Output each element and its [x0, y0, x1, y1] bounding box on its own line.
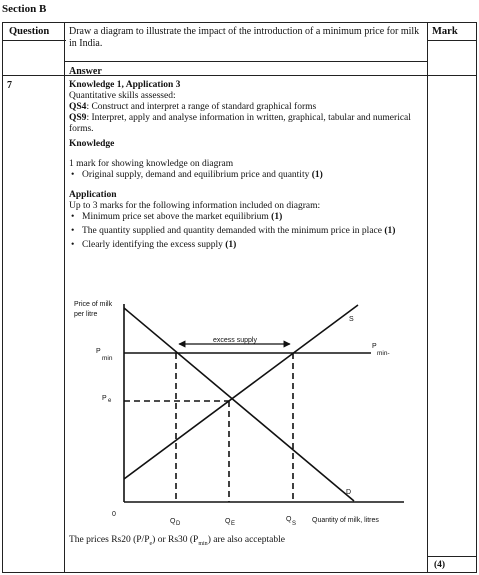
application-intro: Up to 3 marks for the following information included on diagram:	[69, 201, 321, 211]
table-column-divider	[64, 22, 65, 573]
answer-content	[69, 80, 424, 251]
application-bullet	[69, 212, 424, 223]
footnote-subscript: e	[149, 540, 153, 547]
qs-label: Q	[286, 516, 292, 523]
qs4-code: QS4	[69, 102, 87, 112]
qd-label: D	[176, 521, 181, 527]
supply-curve	[124, 305, 358, 479]
footnote-text: ) are also acceptable	[207, 535, 285, 545]
knowledge-bullet-mark: (1)	[311, 170, 323, 180]
qs4-text: : Construct and interpret a range of standard graphical forms	[86, 102, 317, 112]
mark-value: (4)	[434, 560, 446, 570]
pe-label: P	[102, 395, 107, 402]
minimum-price-diagram	[66, 296, 411, 534]
knowledge-heading: Knowledge	[69, 139, 115, 149]
section-title: Section B	[2, 3, 47, 15]
application-bullet	[69, 226, 424, 237]
knowledge-bullet-text: Original supply, demand and equilibrium price and quantity	[82, 170, 310, 180]
knowledge-bullet	[69, 170, 424, 181]
qs-label: S	[292, 521, 297, 527]
footnote-text: ) or Rs30 (P	[152, 535, 199, 545]
qe-label: E	[231, 521, 236, 527]
qd-label: Q	[170, 518, 176, 525]
application-bullet	[69, 240, 424, 251]
pe-label: e	[108, 398, 112, 404]
x-axis-label: Quantity of milk, litres	[312, 517, 379, 524]
question-text: Draw a diagram to illustrate the impact of the introduction of a minimum price for milk in India.	[69, 26, 420, 49]
p-min-right-label: min-	[377, 350, 390, 357]
answer-heading: Answer	[69, 66, 102, 77]
application-bullet-text: Minimum price set above the market equilibrium	[82, 212, 269, 222]
knowledge-list	[69, 170, 424, 181]
application-bullet-mark: (1)	[225, 240, 237, 250]
table-row-divider	[64, 61, 428, 62]
qs9-line	[69, 113, 424, 135]
table-row-divider	[427, 556, 477, 557]
application-bullet-mark: (1)	[271, 212, 283, 222]
application-bullet-mark: (1)	[384, 226, 396, 236]
footnote	[69, 535, 285, 547]
application-bullet-text: The quantity supplied and quantity demanded with the minimum price in place	[82, 226, 382, 236]
qe-label: Q	[225, 518, 231, 525]
table-row-divider	[2, 40, 66, 41]
supply-label: S	[349, 316, 354, 323]
origin-label: 0	[112, 511, 116, 518]
footnote-text: The prices Rs20 (P/P	[69, 535, 150, 545]
table-row-divider	[427, 40, 477, 41]
qs9-code: QS9	[69, 113, 87, 123]
footnote-subscript: min	[198, 540, 208, 547]
y-axis-label: per litre	[74, 311, 98, 318]
qs-assessed-label: Quantitative skills assessed:	[69, 91, 176, 101]
application-heading: Application	[69, 190, 117, 200]
p-min-right-label: P	[372, 343, 377, 350]
mark-header: Mark	[432, 26, 458, 37]
y-axis-label: Price of milk	[74, 301, 113, 308]
table-column-divider	[427, 22, 428, 573]
knowledge-intro: 1 mark for showing knowledge on diagram	[69, 159, 234, 169]
p-min-label: P	[96, 348, 101, 355]
question-header: Question	[9, 26, 50, 37]
application-bullet-text: Clearly identifying the excess supply	[82, 240, 223, 250]
application-list	[69, 212, 424, 251]
p-min-label: min	[102, 355, 113, 362]
question-number: 7	[7, 80, 12, 91]
demand-label: D	[346, 489, 352, 496]
qs4-line	[69, 102, 424, 113]
excess-supply-label: excess supply	[213, 337, 257, 344]
qs9-text: : Interpret, apply and analyse information in written, graphical, tabular and numerical forms.	[69, 113, 411, 134]
marks-breakdown-heading: Knowledge 1, Application 3	[69, 80, 181, 90]
